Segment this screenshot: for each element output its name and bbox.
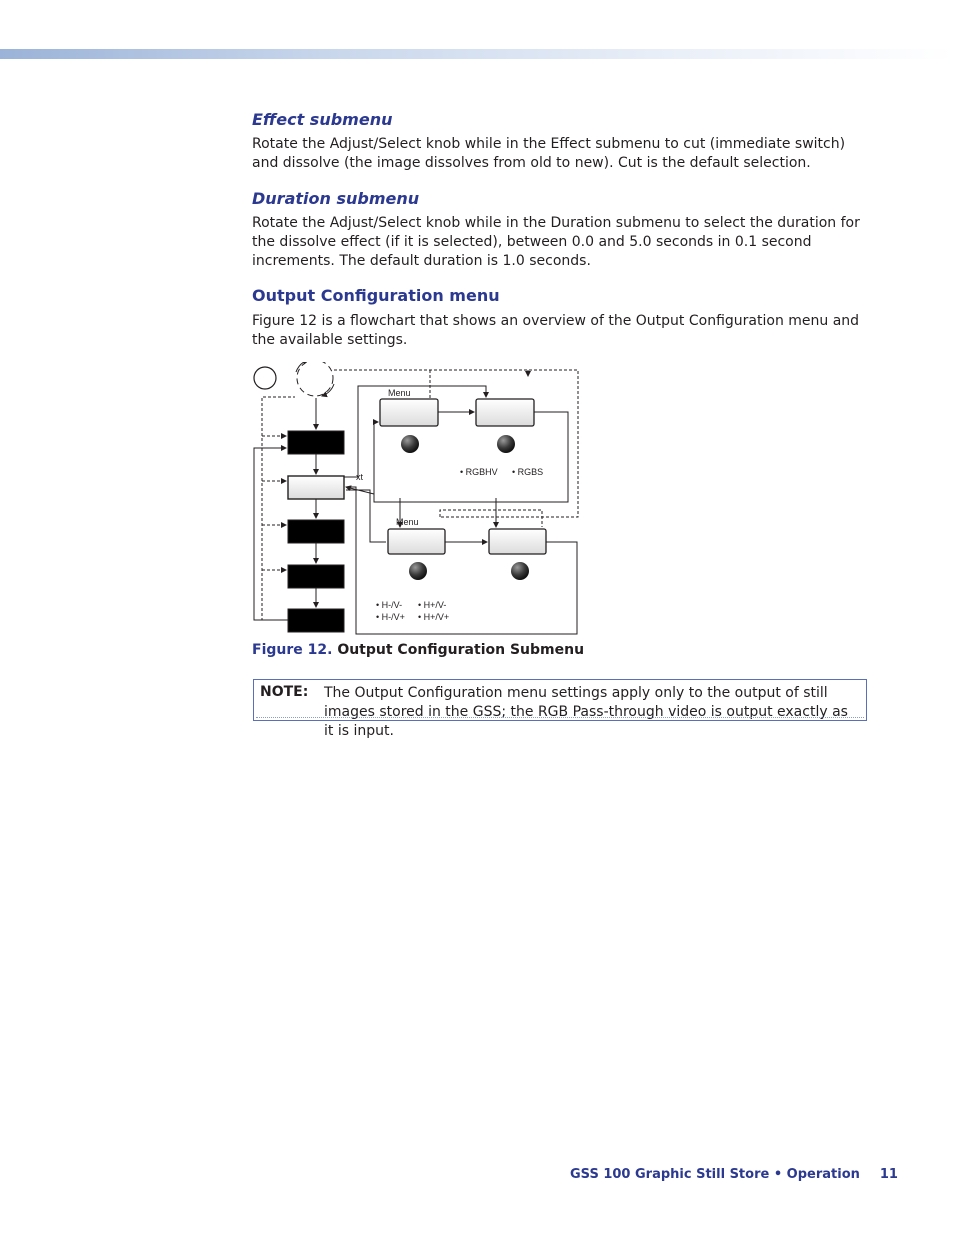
duration-submenu-text: Rotate the Adjust/Select knob while in the Duration submenu to select the duration for the dissolve effect (if it is selected), between 0.0 and 5.0 seconds in 0.1 second increments. The default duration is 1.0 seconds.: [252, 215, 860, 269]
menu-box-1: [288, 431, 344, 454]
menu-label-top: Menu: [388, 388, 411, 398]
knob-icon-top-left: [401, 435, 419, 453]
note-text: The Output Configuration menu settings apply only to the output of still images stored in the GSS; the RGB Pass-through video is output exactly as it is input.: [324, 685, 848, 739]
next-label: xt: [356, 472, 364, 482]
effect-submenu-text: Rotate the Adjust/Select knob while in the Effect submenu to cut (immediate switch) and dissolve (the image dissolves from old to new). Cut is the default selection.: [252, 136, 846, 171]
menu-box-3: [288, 520, 344, 543]
menu-box-4: [288, 565, 344, 588]
footer-title: GSS 100 Graphic Still Store • Operation: [570, 1167, 860, 1182]
page-number: 11: [879, 1167, 898, 1182]
start-circle: [254, 367, 276, 389]
flowchart-svg: [250, 362, 590, 640]
option-rgbhv: • RGBHV: [460, 467, 498, 477]
output-config-text: Figure 12 is a flowchart that shows an overview of the Output Configuration menu and the available settings.: [252, 313, 860, 348]
menu-box-output-config: [288, 476, 344, 499]
menu-knob-icon: [297, 362, 333, 396]
figure-caption: [252, 642, 584, 658]
effect-submenu-heading: Effect submenu: [252, 110, 393, 129]
submenu-box-bottom-left: [388, 529, 445, 554]
option-hneg-vpos: • H-/V+: [376, 612, 405, 622]
figure-title: Output Configuration Submenu: [337, 642, 585, 658]
option-hpos-vpos: • H+/V+: [418, 612, 450, 622]
menu-box-5: [288, 609, 344, 632]
figure-number: Figure 12.: [252, 642, 333, 658]
option-rgbs: • RGBS: [512, 467, 544, 477]
page-footer: [570, 1167, 898, 1182]
note-label: NOTE:: [260, 684, 309, 700]
output-config-flowchart: [250, 362, 590, 640]
option-hneg-vneg: • H-/V-: [376, 600, 403, 610]
submenu-box-bottom-right: [489, 529, 546, 554]
knob-icon-bottom-right: [511, 562, 529, 580]
header-gradient-bar: [0, 49, 954, 59]
option-hpos-vneg: • H+/V-: [418, 600, 447, 610]
output-config-heading: Output Configuration menu: [252, 286, 500, 305]
knob-icon-top-right: [497, 435, 515, 453]
submenu-box-top-left: [380, 399, 438, 426]
submenu-box-top-right: [476, 399, 534, 426]
menu-label-bottom: Menu: [396, 517, 419, 527]
knob-icon-bottom-left: [409, 562, 427, 580]
duration-submenu-heading: Duration submenu: [252, 189, 420, 208]
note-box: [253, 679, 867, 739]
